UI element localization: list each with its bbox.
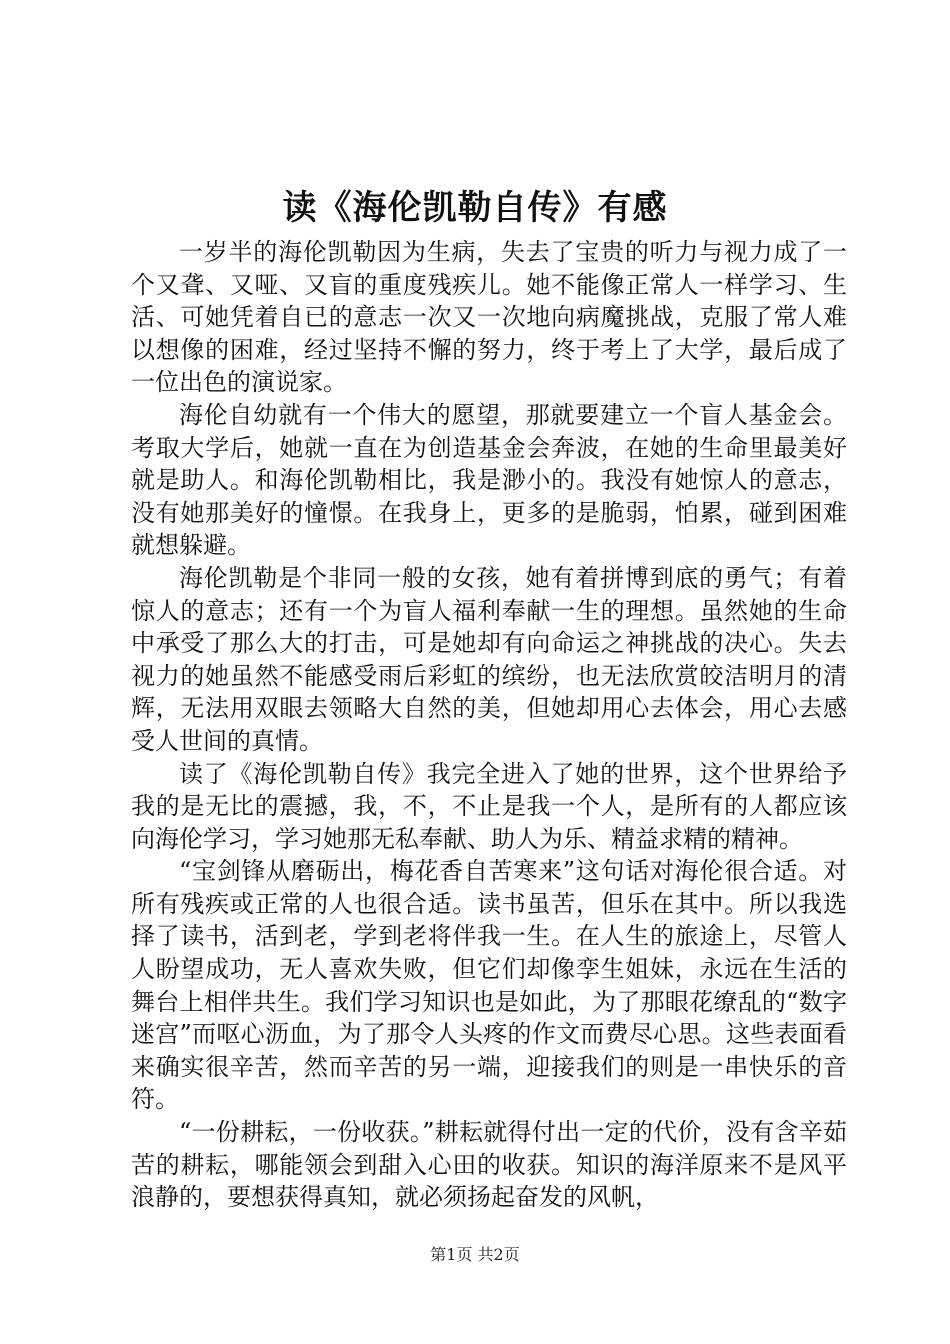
page-number-footer: 第1页 共2页	[430, 1245, 520, 1264]
document-body	[131, 236, 847, 1214]
paragraph: 一岁半的海伦凯勒因为生病，失去了宝贵的听力与视力成了一个又聋、又哑、又盲的重度残疾儿。她不能像正常人一样学习、生活、可她凭着自已的意志一次又一次地向病魔挑战，克服了常人难以想像的困难，经过坚持不懈的努力，终于考上了大学，最后成了一位出色的演说家。	[131, 238, 847, 397]
paragraph: 海伦凯勒是个非同一般的女孩，她有着拼博到底的勇气；有着惊人的意志；还有一个为盲人福利奉献一生的理想。虽然她的生命中承受了那么大的打击，可是她却有向命运之神挑战的决心。失去视力的她虽然不能感受雨后彩虹的缤纷，也无法欣赏皎洁明月的清辉，无法用双眼去领略大自然的美，但她却用心去体会，用心去感受人世间的真情。	[131, 563, 847, 755]
document-title: 读《海伦凯勒自传》有感	[282, 188, 668, 228]
paragraph: 读了《海伦凯勒自传》我完全进入了她的世界，这个世界给予我的是无比的震撼，我，不，不止是我一个人，是所有的人都应该向海伦学习，学习她那无私奉献、助人为乐、精益求精的精神。	[131, 759, 847, 853]
paragraph: “宝剑锋从磨砺出，梅花香自苦寒来”这句话对海伦很合适。对所有残疾或正常的人也很合适。读书虽苦，但乐在其中。所以我选择了读书，活到老，学到老将伴我一生。在人生的旅途上，尽管人人盼望成功，无人喜欢失败，但它们却像孪生姐妹，永远在生活的舞台上相伴共生。我们学习知识也是如此，为了那眼花缭乱的“数字迷宫”而呕心沥血，为了那令人头疼的作文而费尽心思。这些表面看来确实很辛苦，然而辛苦的另一端，迎接我们的则是一串快乐的音符。	[131, 857, 847, 1114]
paragraph: “一份耕耘，一份收获。”耕耘就得付出一定的代价，没有含辛茹苦的耕耘，哪能领会到甜入心田的收获。知识的海洋原来不是风平浪静的，要想获得真知，就必须扬起奋发的风帆，	[131, 1118, 847, 1212]
paragraph: 海伦自幼就有一个伟大的愿望，那就要建立一个盲人基金会。考取大学后，她就一直在为创造基金会奔波，在她的生命里最美好就是助人。和海伦凯勒相比，我是渺小的。我没有她惊人的意志，没有她那美好的憧憬。在我身上，更多的是脆弱，怕累，碰到困难就想躲避。	[131, 400, 847, 560]
